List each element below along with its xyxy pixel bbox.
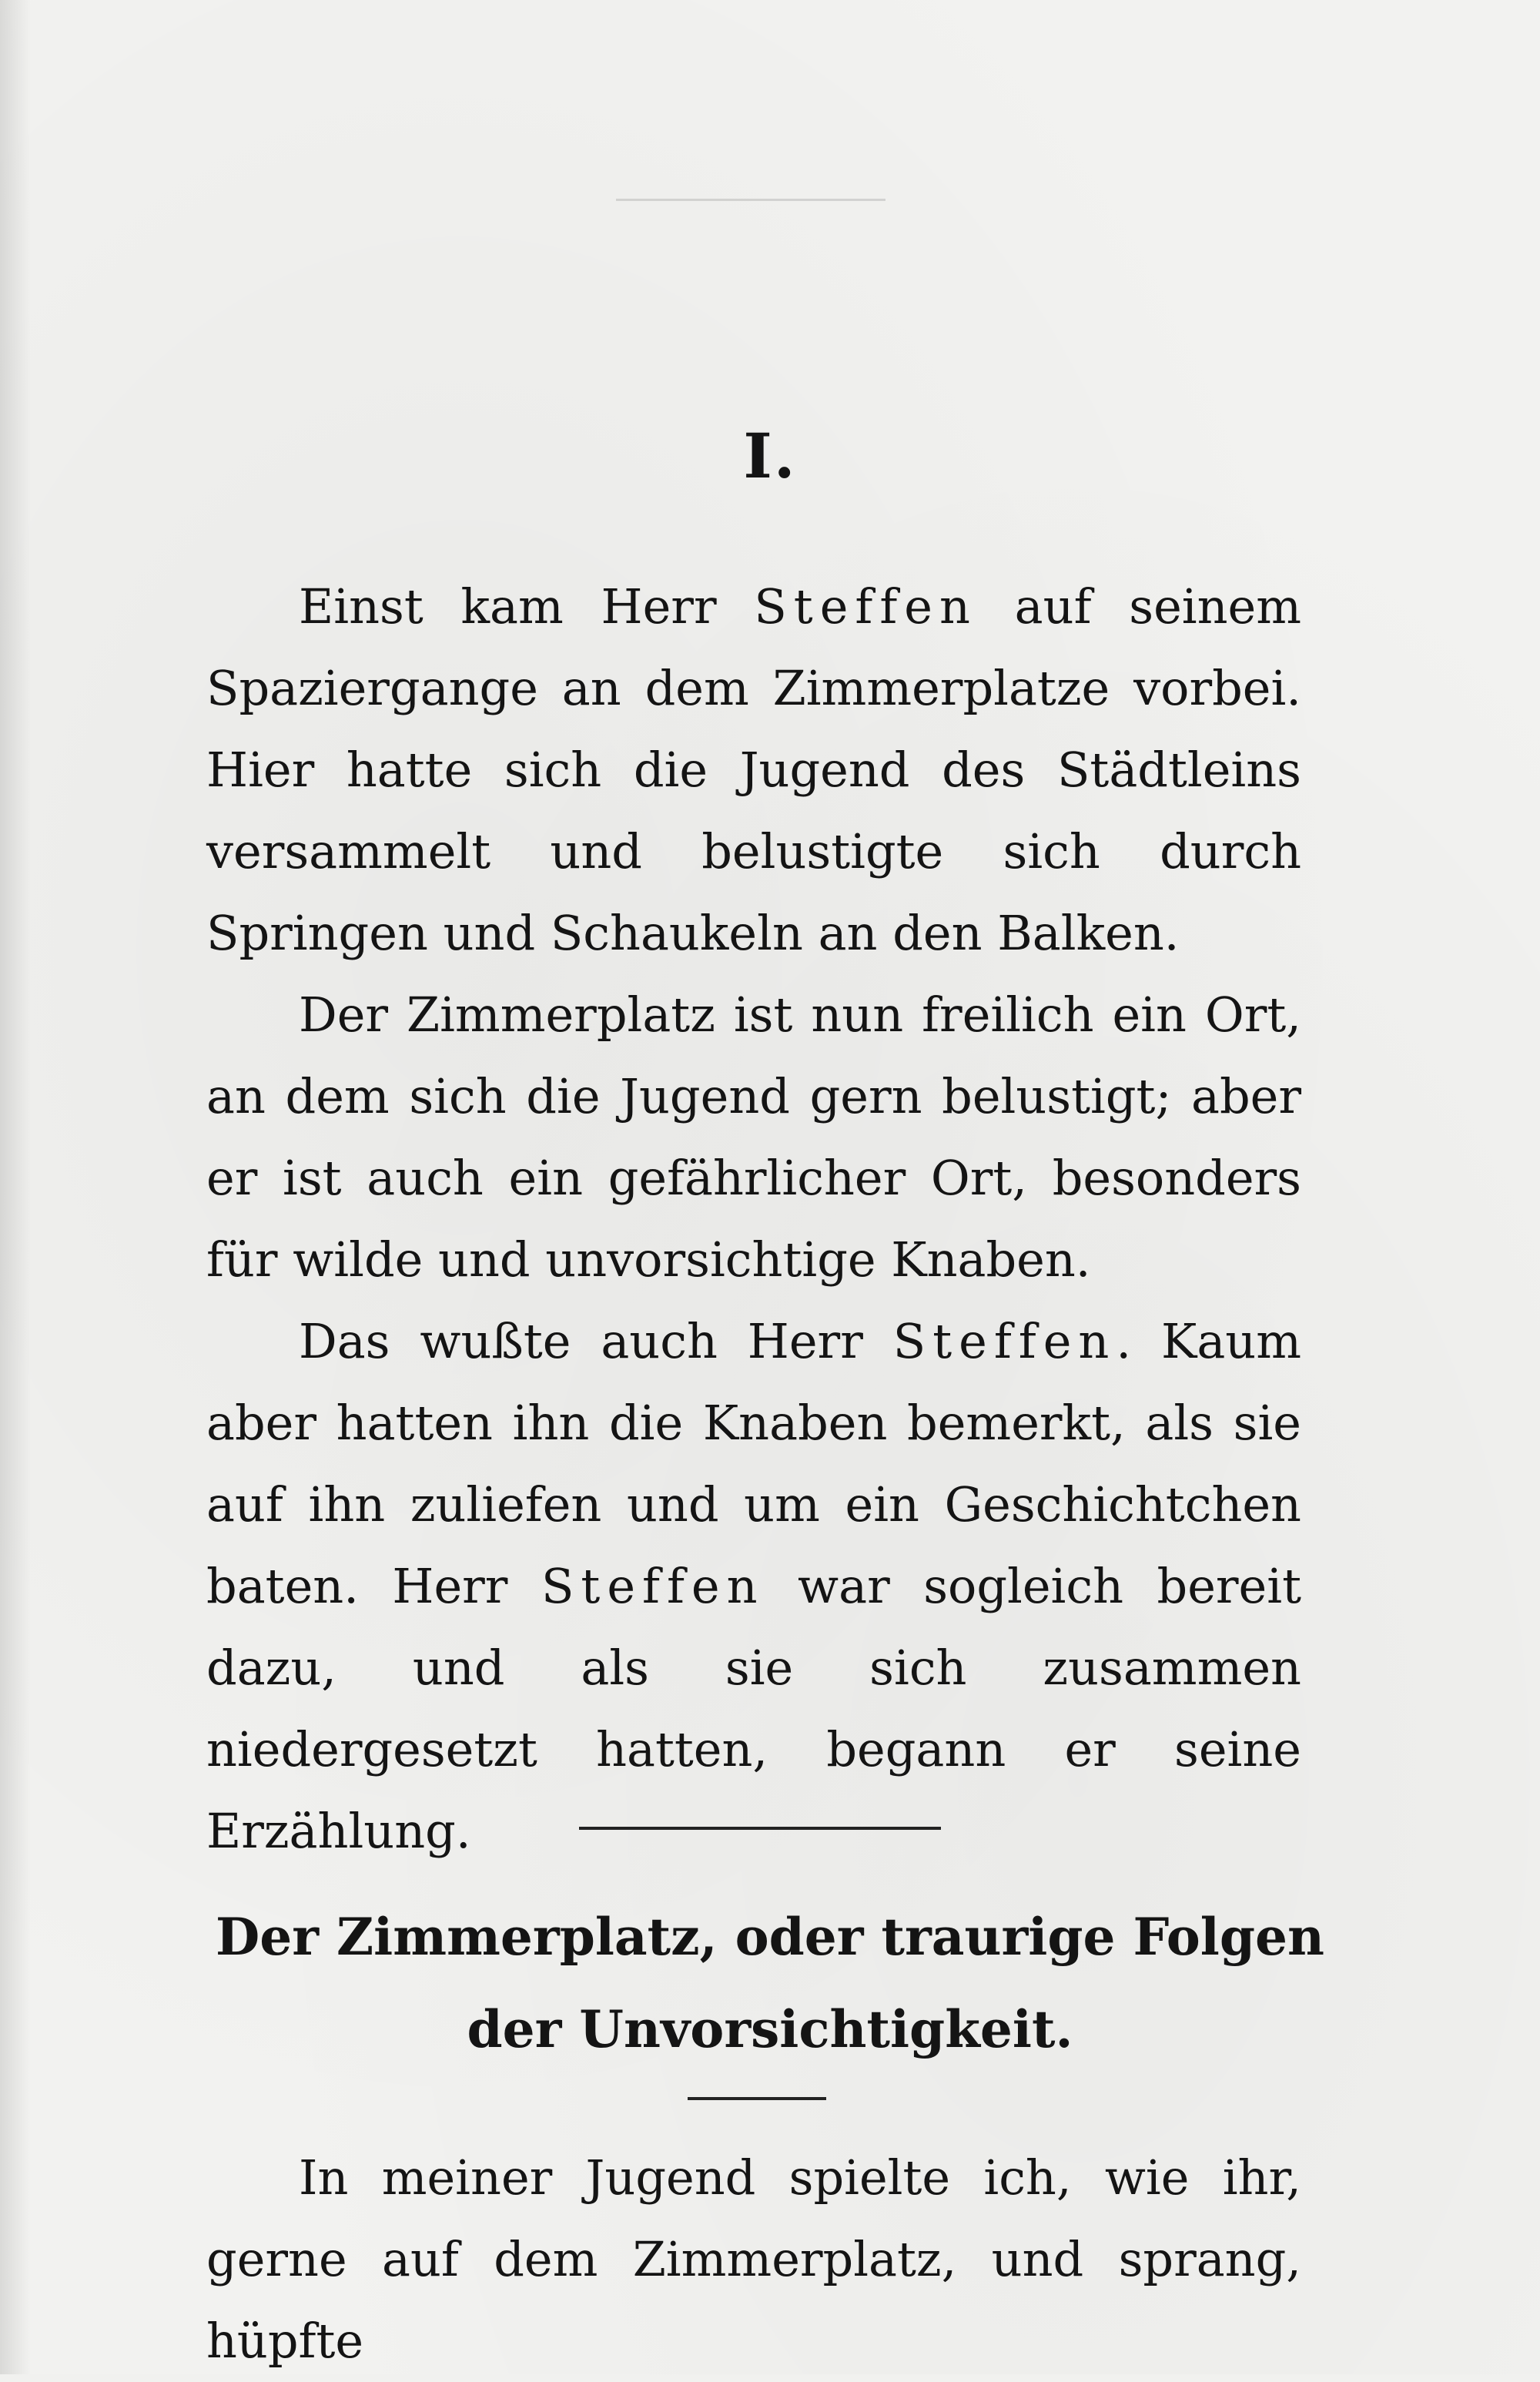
header-rule [616, 199, 886, 201]
title-underline [688, 2097, 826, 2100]
story-title [0, 1891, 1540, 2075]
intro-p1-text-a: Einst kam Herr [299, 578, 755, 635]
intro-p3-text-c: war sogleich bereit dazu, und als sie sich zusammen niedergesetzt hatten, begann er seine Erzählung. [206, 1558, 1301, 1859]
story-text [206, 2137, 1301, 2382]
story-opening-paragraph: In meiner Jugend spielte ich, wie ihr, gerne auf dem Zimmerplatz, und sprang, hüpfte [206, 2149, 1301, 2369]
name-steffen: Steffen [754, 578, 977, 635]
name-steffen: Steffen [541, 1558, 765, 1614]
story-title-line-1: Der Zimmerplatz, oder traurige Folgen [216, 1907, 1324, 1967]
section-divider [579, 1827, 941, 1830]
intro-p3-text-a: Das wußte auch Herr [299, 1313, 893, 1369]
intro-paragraph-2: Der Zimmerplatz ist nun freilich ein Ort, an dem sich die Jugend gern belustigt; aber er ist auch ein gefährlicher Ort, besonders für wilde und unvorsichtige Knaben. [206, 987, 1301, 1288]
intro-text [206, 566, 1301, 1872]
name-steffen: Steffen [892, 1313, 1116, 1369]
intro-p1-text-b: auf seinem Spaziergange an dem Zimmerplatze vorbei. Hier hatte sich die Jugend des Städtleins versammelt und belustigte sich durch Springen und Schaukeln an den Balken. [206, 578, 1302, 961]
story-title-line-2: der Unvorsichtigkeit. [467, 1999, 1073, 2059]
intro-paragraph-1 [206, 566, 1301, 974]
chapter-number: I. [743, 420, 797, 492]
intro-p3-text-b: . Kaum aber hatten ihn die Knaben bemerkt, als sie auf ihn zuliefen und um ein Geschichtchen baten. Herr [206, 1313, 1302, 1614]
intro-paragraph-3 [206, 1301, 1301, 1872]
